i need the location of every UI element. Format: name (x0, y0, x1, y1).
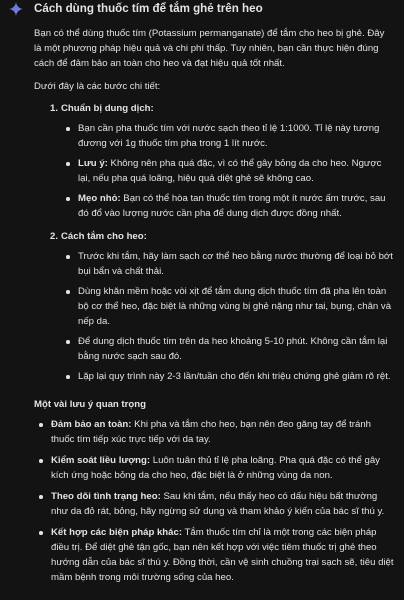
bullet-item (61, 156, 394, 186)
bullet-text: Bạn cần pha thuốc tím với nước sạch theo tỉ lệ 1:1000. Tỉ lệ này tương đương với 1g thuốc tím pha trong 1 lít nước. (78, 123, 380, 149)
bullet-dot (66, 255, 70, 259)
bullet-dot (66, 197, 70, 201)
note-bold: Kiểm soát liều lượng: (51, 455, 151, 466)
step-bullets (61, 249, 394, 384)
step-title: Chuẩn bị dung dịch: (61, 103, 154, 114)
notes-list (34, 417, 394, 585)
bullet-item (61, 284, 394, 329)
response-title: Cách dùng thuốc tím để tắm ghẻ trên heo (34, 2, 263, 15)
bullet-dot (66, 340, 70, 344)
step-bullets (61, 121, 394, 221)
note-item (34, 453, 394, 483)
note-bold: Kết hợp các biện pháp khác: (51, 527, 183, 538)
step-number: 1. (50, 103, 59, 114)
note-text: Khi pha và tắm cho heo, bạn nên đeo găng tay để tránh thuốc tím tiếp xúc trực tiếp với da tay. (51, 419, 371, 445)
note-bold: Đảm bảo an toàn: (51, 419, 132, 430)
note-text: Sau khi tắm, nếu thấy heo có dấu hiệu bất thường như da đỏ rát, bỏng, hãy ngừng sử dụng và tham khảo ý kiến của bác sĩ thú y. (51, 491, 385, 517)
bullet-text: Trước khi tắm, hãy làm sạch cơ thể heo bằng nước thường để loại bỏ bớt bụi bẩn và chất thải. (78, 251, 393, 277)
bullet-text: Không nên pha quá đặc, vì có thể gây bỏng da cho heo. Ngược lại, nếu pha quá loãng, hiệu quả diệt ghẻ sẽ không cao. (78, 158, 382, 184)
note-bold: Theo dõi tình trạng heo: (51, 491, 161, 502)
bullet-dot (39, 423, 43, 427)
step-title: Cách tắm cho heo: (61, 231, 147, 242)
intro-paragraph: Bạn có thể dùng thuốc tím (Potassium permanganate) để tắm cho heo bị ghẻ. Đây là một phương pháp hiệu quả và chi phí thấp. Tuy nhiên, bạn cần thực hiện đúng cách để đảm bảo an toàn cho heo và đạt hiệu quả tốt nhất. (34, 28, 385, 69)
bullet-dot (39, 459, 43, 463)
bullet-bold: Mẹo nhỏ: (78, 193, 121, 204)
bullet-text: Để dung dịch thuốc tím trên da heo khoảng 5-10 phút. Không cần tắm lại bằng nước sạch sau đó. (78, 336, 388, 362)
bullet-dot (39, 495, 43, 499)
bullet-text: Bạn có thể hòa tan thuốc tím trong một ít nước ấm trước, sau đó đổ vào lượng nước cần pha để dung dịch được đồng nhất. (78, 193, 386, 219)
bullet-bold: Lưu ý: (78, 158, 108, 169)
bullet-item (61, 249, 394, 279)
details-intro: Dưới đây là các bước chi tiết: (34, 81, 161, 92)
note-item (34, 525, 394, 585)
step-number: 2. (50, 231, 59, 242)
bullet-text: Lặp lại quy trình này 2-3 lần/tuần cho đến khi triệu chứng ghẻ giảm rõ rệt. (78, 371, 391, 382)
bullet-dot (66, 290, 70, 294)
bullet-dot (66, 162, 70, 166)
bullet-item (61, 334, 394, 364)
notes-heading: Một vài lưu ý quan trọng (34, 399, 146, 410)
step-item (34, 101, 394, 221)
bullet-dot (66, 127, 70, 131)
bullet-item (61, 369, 394, 384)
bullet-item (61, 121, 394, 151)
note-text: Tắm thuốc tím chỉ là một trong các biện pháp điều trị. Để diệt ghẻ tận gốc, bạn nên kết hợp với việc tiêm thuốc trị ghẻ theo hướng dẫn của bác sĩ thú y. Đồng thời, cần vệ sinh chuồng trại sạch sẽ, tiêu diệt mầm bệnh trong môi trường sống của heo. (51, 527, 394, 583)
note-item (34, 417, 394, 447)
bullet-dot (66, 375, 70, 379)
note-item (34, 489, 394, 519)
steps-list (34, 101, 394, 384)
gemini-sparkle-icon (9, 2, 23, 16)
response-content (34, 0, 394, 585)
step-item (34, 229, 394, 384)
bullet-item (61, 191, 394, 221)
note-text: Luôn tuân thủ tỉ lệ pha loãng. Pha quá đặc có thể gây kích ứng hoặc bỏng da cho heo, đặc biệt là ở những vùng da non. (51, 455, 380, 481)
bullet-dot (39, 531, 43, 535)
bullet-text: Dùng khăn mềm hoặc vòi xịt để tắm dung dịch thuốc tím đã pha lên toàn bộ cơ thể heo, đặc biệt là những vùng bị ghẻ nặng như tai, bụng, chân và nếp da. (78, 286, 392, 327)
